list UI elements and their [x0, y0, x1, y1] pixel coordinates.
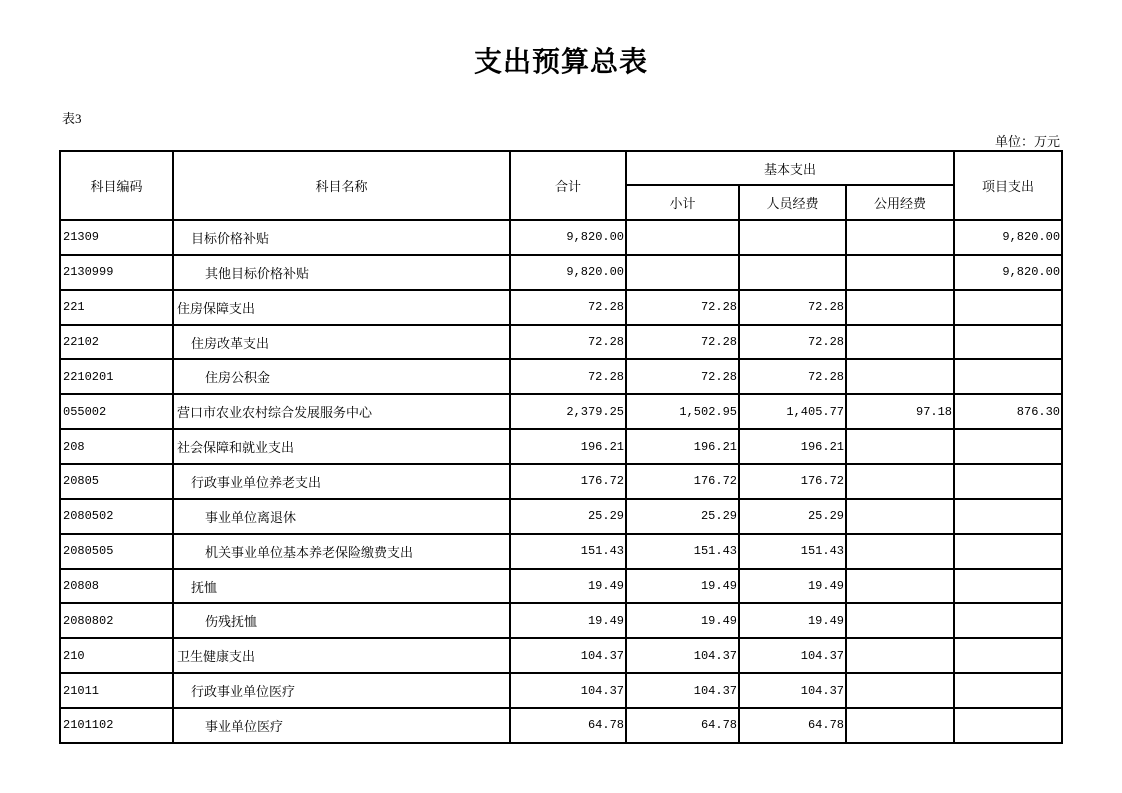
cell-subject-code: 2210201: [60, 359, 173, 394]
cell-total: 19.49: [510, 569, 626, 604]
cell-subtotal: 64.78: [626, 708, 739, 743]
cell-public-expense: [846, 673, 954, 708]
cell-public-expense: [846, 359, 954, 394]
cell-subject-code: 21011: [60, 673, 173, 708]
header-row: [60, 151, 1062, 185]
cell-total: 19.49: [510, 603, 626, 638]
cell-total: 72.28: [510, 325, 626, 360]
header-project-expenditure: 项目支出: [954, 151, 1062, 220]
cell-public-expense: [846, 255, 954, 290]
cell-subject-name: 营口市农业农村综合发展服务中心: [173, 394, 510, 429]
cell-public-expense: [846, 603, 954, 638]
cell-total: 196.21: [510, 429, 626, 464]
table-row: [60, 534, 1062, 569]
cell-project-expenditure: [954, 638, 1062, 673]
cell-project-expenditure: [954, 708, 1062, 743]
cell-public-expense: [846, 638, 954, 673]
cell-public-expense: [846, 290, 954, 325]
table-body: [60, 220, 1062, 743]
cell-subject-name: 伤残抚恤: [173, 603, 510, 638]
cell-project-expenditure: [954, 464, 1062, 499]
cell-personnel-expense: 72.28: [739, 325, 846, 360]
cell-subtotal: 72.28: [626, 325, 739, 360]
cell-subject-name: 抚恤: [173, 569, 510, 604]
cell-personnel-expense: 196.21: [739, 429, 846, 464]
header-total: 合计: [510, 151, 626, 220]
cell-subtotal: 25.29: [626, 499, 739, 534]
cell-project-expenditure: [954, 499, 1062, 534]
cell-subject-code: 2101102: [60, 708, 173, 743]
cell-project-expenditure: 9,820.00: [954, 255, 1062, 290]
table-row: [60, 325, 1062, 360]
cell-subject-code: 055002: [60, 394, 173, 429]
header-basic-expenditure: 基本支出: [626, 151, 954, 185]
cell-subtotal: 72.28: [626, 359, 739, 394]
cell-project-expenditure: [954, 534, 1062, 569]
cell-subject-name: 社会保障和就业支出: [173, 429, 510, 464]
cell-public-expense: [846, 534, 954, 569]
cell-project-expenditure: [954, 290, 1062, 325]
cell-subtotal: [626, 220, 739, 255]
cell-project-expenditure: 876.30: [954, 394, 1062, 429]
cell-personnel-expense: 19.49: [739, 569, 846, 604]
table-row: [60, 290, 1062, 325]
cell-subject-code: 20805: [60, 464, 173, 499]
cell-subject-name: 其他目标价格补贴: [173, 255, 510, 290]
table-row: [60, 499, 1062, 534]
cell-personnel-expense: 25.29: [739, 499, 846, 534]
cell-public-expense: 97.18: [846, 394, 954, 429]
cell-subject-code: 208: [60, 429, 173, 464]
table-row: [60, 603, 1062, 638]
cell-personnel-expense: 1,405.77: [739, 394, 846, 429]
cell-project-expenditure: [954, 359, 1062, 394]
cell-personnel-expense: [739, 220, 846, 255]
cell-subtotal: [626, 255, 739, 290]
cell-subject-name: 目标价格补贴: [173, 220, 510, 255]
cell-total: 72.28: [510, 359, 626, 394]
header-subtotal: 小计: [626, 185, 739, 220]
table-row: [60, 673, 1062, 708]
cell-public-expense: [846, 325, 954, 360]
table-row: [60, 569, 1062, 604]
cell-project-expenditure: [954, 429, 1062, 464]
unit-label: 单位：万元: [994, 134, 1060, 149]
table-row: [60, 394, 1062, 429]
cell-subject-code: 20808: [60, 569, 173, 604]
table-header: [60, 151, 1062, 220]
cell-subject-name: 住房公积金: [173, 359, 510, 394]
cell-subject-code: 21309: [60, 220, 173, 255]
header-personnel-expense: 人员经费: [739, 185, 846, 220]
cell-subject-code: 210: [60, 638, 173, 673]
cell-subtotal: 176.72: [626, 464, 739, 499]
cell-subtotal: 19.49: [626, 569, 739, 604]
cell-total: 2,379.25: [510, 394, 626, 429]
cell-subtotal: 72.28: [626, 290, 739, 325]
cell-public-expense: [846, 429, 954, 464]
cell-public-expense: [846, 708, 954, 743]
table-row: [60, 429, 1062, 464]
cell-project-expenditure: [954, 569, 1062, 604]
table-row: [60, 708, 1062, 743]
cell-project-expenditure: [954, 673, 1062, 708]
cell-subject-name: 事业单位离退休: [173, 499, 510, 534]
budget-table: [59, 150, 1063, 744]
cell-total: 72.28: [510, 290, 626, 325]
cell-subject-name: 行政事业单位医疗: [173, 673, 510, 708]
cell-total: 9,820.00: [510, 255, 626, 290]
cell-public-expense: [846, 569, 954, 604]
cell-subtotal: 104.37: [626, 638, 739, 673]
cell-personnel-expense: 72.28: [739, 290, 846, 325]
cell-personnel-expense: 151.43: [739, 534, 846, 569]
cell-subtotal: 104.37: [626, 673, 739, 708]
cell-total: 104.37: [510, 638, 626, 673]
cell-subtotal: 196.21: [626, 429, 739, 464]
cell-subject-name: 行政事业单位养老支出: [173, 464, 510, 499]
cell-subject-code: 2080802: [60, 603, 173, 638]
cell-subtotal: 1,502.95: [626, 394, 739, 429]
table-row: [60, 359, 1062, 394]
cell-total: 64.78: [510, 708, 626, 743]
table-number-label: 表3: [62, 111, 82, 126]
cell-subject-name: 住房改革支出: [173, 325, 510, 360]
cell-personnel-expense: [739, 255, 846, 290]
header-public-expense: 公用经费: [846, 185, 954, 220]
cell-personnel-expense: 72.28: [739, 359, 846, 394]
cell-subject-name: 住房保障支出: [173, 290, 510, 325]
cell-project-expenditure: [954, 325, 1062, 360]
header-subject-code: 科目编码: [60, 151, 173, 220]
table-row: [60, 638, 1062, 673]
cell-subject-code: 2130999: [60, 255, 173, 290]
cell-subject-code: 221: [60, 290, 173, 325]
header-subject-name: 科目名称: [173, 151, 510, 220]
cell-total: 176.72: [510, 464, 626, 499]
cell-personnel-expense: 104.37: [739, 638, 846, 673]
cell-subject-name: 卫生健康支出: [173, 638, 510, 673]
cell-project-expenditure: 9,820.00: [954, 220, 1062, 255]
cell-total: 104.37: [510, 673, 626, 708]
cell-personnel-expense: 104.37: [739, 673, 846, 708]
cell-subtotal: 19.49: [626, 603, 739, 638]
cell-subtotal: 151.43: [626, 534, 739, 569]
cell-public-expense: [846, 499, 954, 534]
cell-total: 151.43: [510, 534, 626, 569]
cell-subject-name: 事业单位医疗: [173, 708, 510, 743]
table-row: [60, 255, 1062, 290]
cell-project-expenditure: [954, 603, 1062, 638]
cell-public-expense: [846, 220, 954, 255]
cell-subject-code: 2080505: [60, 534, 173, 569]
table-row: [60, 220, 1062, 255]
cell-personnel-expense: 176.72: [739, 464, 846, 499]
cell-total: 9,820.00: [510, 220, 626, 255]
cell-subject-name: 机关事业单位基本养老保险缴费支出: [173, 534, 510, 569]
cell-subject-code: 22102: [60, 325, 173, 360]
cell-personnel-expense: 19.49: [739, 603, 846, 638]
table-row: [60, 464, 1062, 499]
cell-total: 25.29: [510, 499, 626, 534]
page-title: 支出预算总表: [473, 47, 648, 78]
cell-subject-code: 2080502: [60, 499, 173, 534]
cell-personnel-expense: 64.78: [739, 708, 846, 743]
cell-public-expense: [846, 464, 954, 499]
